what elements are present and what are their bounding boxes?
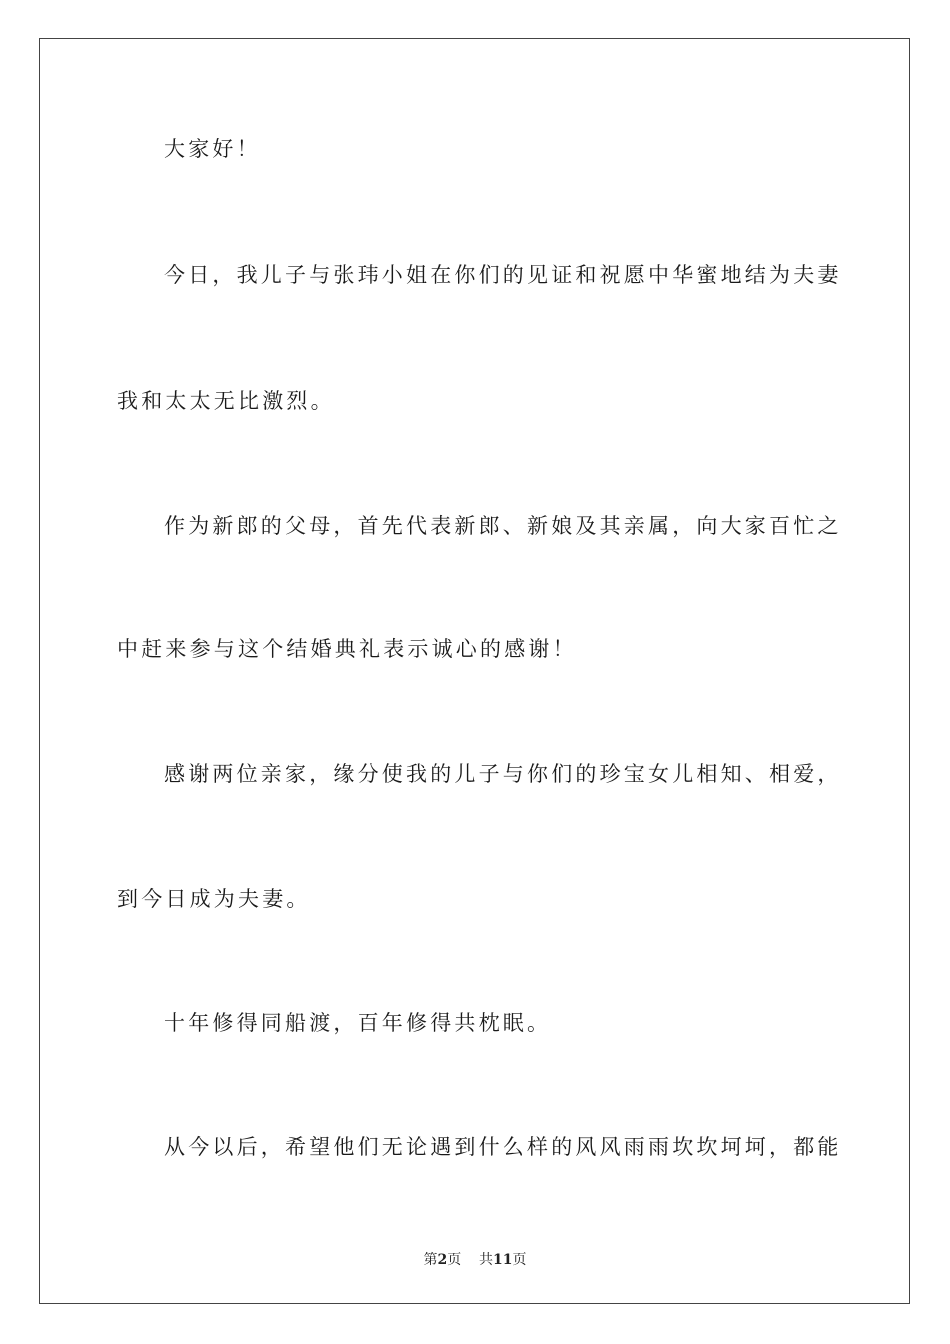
paragraph-5-line-1: 从今以后，希望他们无论遇到什么样的风风雨雨坎坎坷坷，都能 xyxy=(164,1135,842,1159)
paragraph-1-line-1: 今日，我儿子与张玮小姐在你们的见证和祝愿中华蜜地结为夫妻 xyxy=(164,263,842,287)
footer-total-suffix: 页 xyxy=(512,1252,527,1268)
paragraph-3-line-2: 到今日成为夫妻。 xyxy=(117,887,311,911)
page-border xyxy=(39,38,910,1304)
paragraph-1-line-2: 我和太太无比激烈。 xyxy=(117,389,335,413)
paragraph-4-line-1: 十年修得同船渡，百年修得共枕眠。 xyxy=(164,1011,552,1035)
paragraph-2-line-1: 作为新郎的父母，首先代表新郎、新娘及其亲属，向大家百忙之 xyxy=(164,514,842,538)
paragraph-2-line-2: 中赶来参与这个结婚典礼表示诚心的感谢！ xyxy=(117,637,577,661)
greeting-line: 大家好！ xyxy=(164,137,261,161)
page-footer xyxy=(0,1249,950,1269)
paragraph-3-line-1: 感谢两位亲家，缘分使我的儿子与你们的珍宝女儿相知、相爱， xyxy=(164,762,842,786)
footer-total-prefix: 共 xyxy=(479,1252,494,1268)
footer-total-pages: 11 xyxy=(493,1252,513,1268)
footer-page-number: 2 xyxy=(437,1252,448,1268)
footer-page-suffix: 页 xyxy=(447,1252,462,1268)
footer-page-prefix: 第 xyxy=(423,1252,438,1268)
